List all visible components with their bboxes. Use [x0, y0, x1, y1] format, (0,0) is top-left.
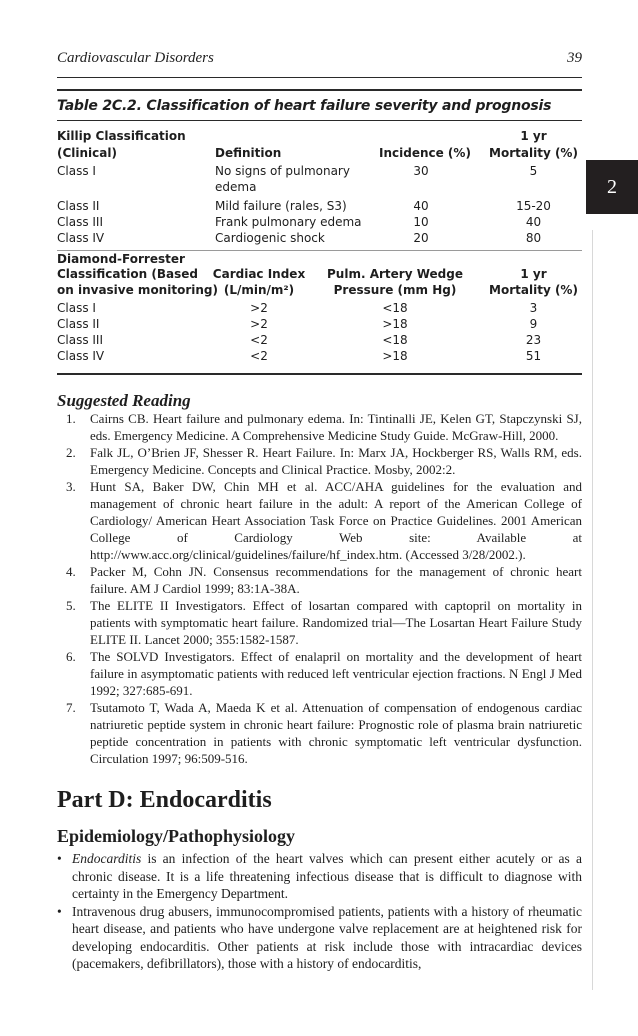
- killip-row-incidence: 40: [413, 199, 429, 213]
- header-rule: [57, 77, 582, 78]
- killip-row-definition: Mild failure (rales, S3): [215, 199, 347, 213]
- diamond-header-mortality-sub: Mortality (%): [489, 283, 578, 297]
- bullet-body: Intravenous drug abusers, immunocompromised patients, patients with a history of rheumatic heart disease, and patients who have undergone valve replacement are at heightened risk for developing endocarditis. Other patients at risk include those with intracardiac devices (pacemakers, defibrillators), those with a history of endocarditis,: [72, 903, 582, 971]
- diamond-row-mortality: 9: [529, 317, 538, 331]
- diamond-header-class-sub: Classification (Based: [57, 267, 198, 281]
- killip-row-mortality: 5: [529, 164, 538, 178]
- killip-header-mortality: 1 yr: [520, 129, 547, 143]
- reference-item: [66, 648, 582, 699]
- suggested-reading-heading: Suggested Reading: [57, 391, 191, 410]
- bullet-text: [72, 850, 582, 903]
- reference-text: Cairns CB. Heart failure and pulmonary edema. In: Tintinalli JE, Kelen GT, Stapczynski SJ, eds. Emergency Medicine. A Comprehensive Medicine Study Guide. McGraw-Hill, 2000.: [90, 411, 582, 443]
- reference-list: [66, 410, 582, 767]
- diamond-header-class-sub2: on invasive monitoring): [57, 283, 218, 297]
- killip-row-mortality: 80: [525, 231, 542, 245]
- diamond-row-cardiac-index: <2: [250, 349, 268, 363]
- diamond-row-cardiac-index: >2: [250, 317, 268, 331]
- reference-text: The ELITE II Investigators. Effect of losartan compared with captopril on mortality in patients with symptomatic heart failure. Randomized trial—The Losartan Heart Failure Study ELITE II. Lancet 2000; 355:1582-1587.: [90, 598, 582, 647]
- running-header: [57, 50, 582, 72]
- reference-text: Tsutamoto T, Wada A, Maeda K et al. Attenuation of compensation of endogenous cardiac natriuretic peptide system in chronic heart failure: Prognostic role of plasma brain natriuretic peptide concentration in patients with chronic symptomatic left ventricular dysfunction. Circulation 1997; 96:509-516.: [90, 700, 582, 766]
- killip-row-mortality: 15-20: [516, 199, 551, 213]
- table-caption: Table 2C.2. Classification of heart failure severity and prognosis: [57, 98, 552, 114]
- running-header-title: Cardiovascular Disorders: [57, 50, 214, 66]
- reference-item: [66, 563, 582, 597]
- reference-item: [66, 410, 582, 444]
- killip-row-definition: No signs of pulmonary: [215, 164, 350, 178]
- bullet-icon: •: [57, 903, 62, 919]
- table-bottom-rule: [57, 373, 582, 375]
- diamond-row-mortality: 23: [525, 333, 542, 347]
- killip-row-class: Class III: [57, 215, 104, 229]
- reference-text: Hunt SA, Baker DW, Chin MH et al. ACC/AHA guidelines for the evaluation and management of chronic heart failure in the adult: A report of the American College of Cardiology/ American Heart Association Task Force on Practice Guidelines. 2001 American College of Cardiology Web site: Available at http://www.acc.org/clinical/guidelines/failure/hf_index.htm. (Accessed 3/28/2002.).: [90, 479, 582, 562]
- page-number: 39: [567, 50, 582, 66]
- killip-row-incidence: 30: [413, 164, 429, 178]
- killip-row-class: Class IV: [57, 231, 105, 245]
- killip-row-class: Class II: [57, 199, 100, 213]
- reference-text: The SOLVD Investigators. Effect of enalapril on mortality and the development of heart failure in asymptomatic patients with reduced left ventricular ejection fractions. N Engl J Med 1992; 327:685-691.: [90, 649, 582, 698]
- reference-number: 6.: [66, 649, 76, 664]
- killip-table: [57, 128, 582, 248]
- diamond-header-cardiac-index: Cardiac Index: [212, 267, 306, 281]
- reference-item: [66, 597, 582, 648]
- reference-number: 3.: [66, 479, 76, 494]
- diamond-row-class: Class III: [57, 333, 104, 347]
- reference-text: Packer M, Cohn JN. Consensus recommendations for the management of chronic heart failure. AM J Cardiol 1999; 83:1A-38A.: [90, 564, 582, 596]
- reference-number: 1.: [66, 411, 76, 426]
- chapter-tab-number: 2: [607, 175, 617, 198]
- killip-row-definition: Frank pulmonary edema: [215, 215, 362, 229]
- bullet-item: [57, 850, 582, 903]
- margin-guide-line: [592, 230, 593, 990]
- diamond-header-wedge: Pulm. Artery Wedge: [327, 267, 463, 281]
- killip-header-class: Killip Classification: [57, 129, 186, 143]
- part-title: Part D: Endocarditis: [57, 787, 272, 813]
- diamond-header-class: Diamond-Forrester: [57, 252, 185, 266]
- table-caption-rule: [57, 120, 582, 121]
- diamond-row-wedge: <18: [382, 333, 408, 347]
- bullet-list: [57, 850, 582, 973]
- diamond-row-cardiac-index: >2: [250, 301, 268, 315]
- diamond-forrester-table: [57, 251, 582, 369]
- killip-header-class-sub: (Clinical): [57, 146, 117, 160]
- killip-row-class: Class I: [57, 164, 96, 178]
- reference-item: [66, 699, 582, 767]
- killip-header-definition: Definition: [215, 146, 282, 160]
- diamond-row-wedge: >18: [382, 317, 408, 331]
- section-subheading: Epidemiology/Pathophysiology: [57, 826, 296, 846]
- diamond-row-cardiac-index: <2: [250, 333, 268, 347]
- killip-row-definition-cont: edema: [215, 180, 257, 194]
- diamond-row-wedge: <18: [382, 301, 408, 315]
- bullet-emphasis: Endocarditis: [72, 851, 142, 866]
- reference-number: 5.: [66, 598, 76, 613]
- killip-row-mortality: 40: [525, 215, 542, 229]
- killip-header-incidence: Incidence (%): [379, 146, 471, 160]
- diamond-row-wedge: >18: [382, 349, 408, 363]
- diamond-header-mortality: 1 yr: [520, 267, 547, 281]
- bullet-item: [57, 903, 582, 973]
- chapter-tab: [586, 160, 638, 214]
- diamond-row-mortality: 3: [529, 301, 538, 315]
- reference-item: [66, 444, 582, 478]
- killip-row-incidence: 20: [413, 231, 429, 245]
- killip-row-definition: Cardiogenic shock: [215, 231, 325, 245]
- diamond-header-cardiac-index-unit: (L/min/m²): [223, 283, 295, 297]
- diamond-row-mortality: 51: [525, 349, 542, 363]
- table-top-rule: [57, 89, 582, 91]
- killip-row-incidence: 10: [413, 215, 429, 229]
- reference-number: 2.: [66, 445, 76, 460]
- reference-number: 7.: [66, 700, 76, 715]
- bullet-body: is an infection of the heart valves which can present either acutely or as a chronic disease. It is a life threatening infectious disease that is difficult to diagnose with certainty in the Emergency Department.: [72, 851, 582, 901]
- killip-header-mortality-sub: Mortality (%): [489, 146, 578, 160]
- diamond-row-class: Class IV: [57, 349, 105, 363]
- diamond-header-wedge-unit: Pressure (mm Hg): [333, 283, 457, 297]
- bullet-icon: •: [57, 851, 62, 866]
- diamond-row-class: Class II: [57, 317, 100, 331]
- reference-item: [66, 478, 582, 563]
- diamond-row-class: Class I: [57, 301, 96, 315]
- bullet-text: [72, 903, 582, 973]
- reference-number: 4.: [66, 564, 76, 579]
- reference-text: Falk JL, O’Brien JF, Shesser R. Heart Failure. In: Marx JA, Hockberger RS, Walls RM, eds. Emergency Medicine. Concepts and Clinical Practice. Mosby, 2002:2.: [90, 445, 582, 477]
